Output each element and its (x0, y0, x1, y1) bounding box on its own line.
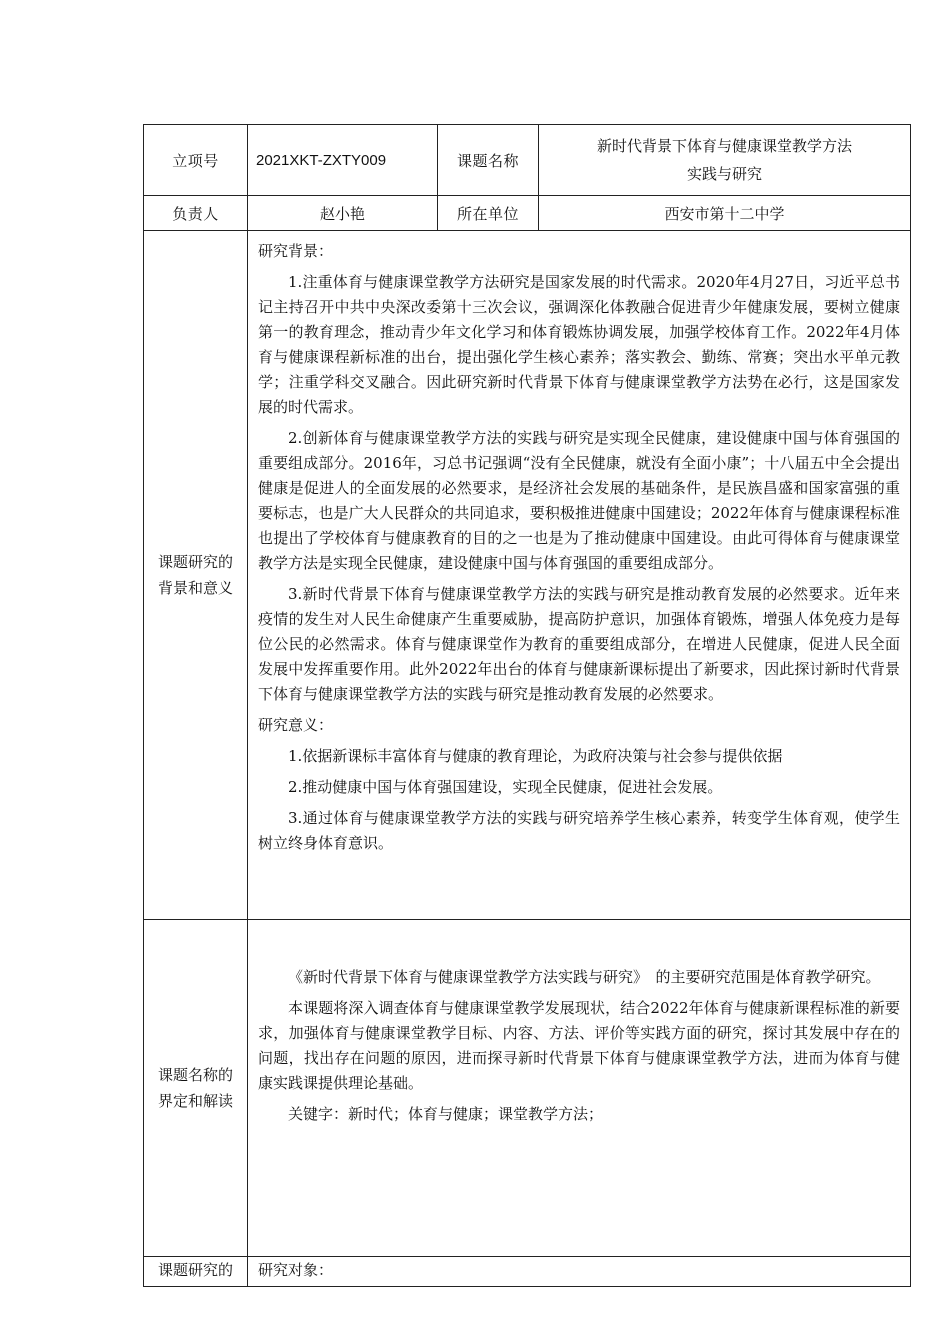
bg-paragraph-2: 2.创新体育与健康课堂教学方法的实践与研究是实现全民健康，建设健康中国与体育强国的重要组成部分。2016年，习总书记强调“没有全民健康，就没有全面小康”；十八届五中全会提出健康是促进人的全面发展的必然要求，是经济社会发展的基础条件，是民族昌盛和国家富强的重要标志，也是广大人民群众的共同追求，要积极推进健康中国建设；2022年体育与健康课程标准也提出了学校体育与健康教育的目的之一也是为了推动健康中国建设。由此可得体育与健康课堂教学方法是实现全民健康，建设健康中国与体育强国的重要组成部分。 (258, 429, 900, 572)
significance-item-2: 2.推动健康中国与体育强国建设，实现全民健康，促进社会发展。 (288, 778, 723, 796)
significance-item-1: 1.依据新课标丰富体育与健康的教育理论，为政府决策与社会参与提供依据 (288, 747, 783, 765)
bg-paragraph-3: 3.新时代背景下体育与健康课堂教学方法的实践与研究是推动教育发展的必然要求。近年来疫情的发生对人民生命健康产生重要威胁，提高防护意识，加强体育锻炼，增强人体免疫力是每位公民的必然需求。体育与健康课堂作为教育的重要组成部分，在增进人民健康，促进人民全面发展中发挥重要作用。此外2022年出台的体育与健康新课标提出了新要求，因此探讨新时代背景下体育与健康课堂教学方法的实践与研究是推动教育发展的必然要求。 (258, 585, 900, 703)
project-form-table (143, 124, 911, 1287)
definition-label-line1: 课题名称的 (157, 1066, 233, 1084)
definition-label (144, 920, 248, 1257)
definition-content (248, 920, 911, 1257)
keywords-line: 关键字：新时代；体育与健康；课堂教学方法； (288, 1105, 604, 1123)
bg-paragraph-1: 1.注重体育与健康课堂教学方法研究是国家发展的时代需求。2020年4月27日，习近平总书记主持召开中共中央深改委第十三次会议，强调深化体教融合促进青少年健康发展，要树立健康第一的教育理念，推动青少年文化学习和体育锻炼协调发展，加强学校体育工作。2022年4月体育与健康课程新标准的出台，提出强化学生核心素养；落实教会、勤练、常赛；突出水平单元教学；注重学科交叉融合。因此研究新时代背景下体育与健康课堂教学方法势在必行，这是国家发展的时代需求。 (258, 273, 900, 416)
unit-label: 所在单位 (438, 196, 539, 231)
topic-name-label: 课题名称 (438, 125, 539, 196)
definition-paragraph-1: 《新时代背景下体育与健康课堂教学方法实践与研究》 的主要研究范围是体育教学研究。 (288, 968, 881, 986)
row-leader (144, 196, 911, 231)
row-definition (144, 920, 911, 1257)
row-research-object (144, 1257, 911, 1287)
object-heading: 研究对象： (248, 1257, 911, 1287)
project-no-label: 立项号 (144, 125, 248, 196)
leader-label: 负责人 (144, 196, 248, 231)
project-no-value: 2021XKT-ZXTY009 (248, 125, 438, 196)
background-content (248, 231, 911, 920)
row-background (144, 231, 911, 920)
definition-label-line2: 界定和解读 (157, 1092, 233, 1110)
unit-value: 西安市第十二中学 (539, 196, 911, 231)
background-label-line2: 背景和意义 (157, 579, 233, 597)
object-label: 课题研究的 (144, 1257, 248, 1287)
row-project-number (144, 125, 911, 196)
topic-name-value (539, 125, 911, 196)
definition-paragraph-2: 本课题将深入调查体育与健康课堂教学发展现状，结合2022年体育与健康新课程标准的新要求，加强体育与健康课堂教学目标、内容、方法、评价等实践方面的研究，探讨其发展中存在的问题，找出存在问题的原因，进而探寻新时代背景下体育与健康课堂教学方法，进而为体育与健康实践课提供理论基础。 (258, 999, 900, 1092)
background-label (144, 231, 248, 920)
significance-item-3: 3.通过体育与健康课堂教学方法的实践与研究培养学生核心素养，转变学生体育观，使学生树立终身体育意识。 (258, 809, 900, 852)
significance-heading: 研究意义： (258, 716, 334, 734)
leader-value: 赵小艳 (248, 196, 438, 231)
bg-heading: 研究背景： (258, 242, 334, 260)
topic-name-line2: 实践与研究 (686, 165, 762, 183)
background-label-line1: 课题研究的 (157, 553, 233, 571)
topic-name-line1: 新时代背景下体育与健康课堂教学方法 (596, 137, 852, 155)
